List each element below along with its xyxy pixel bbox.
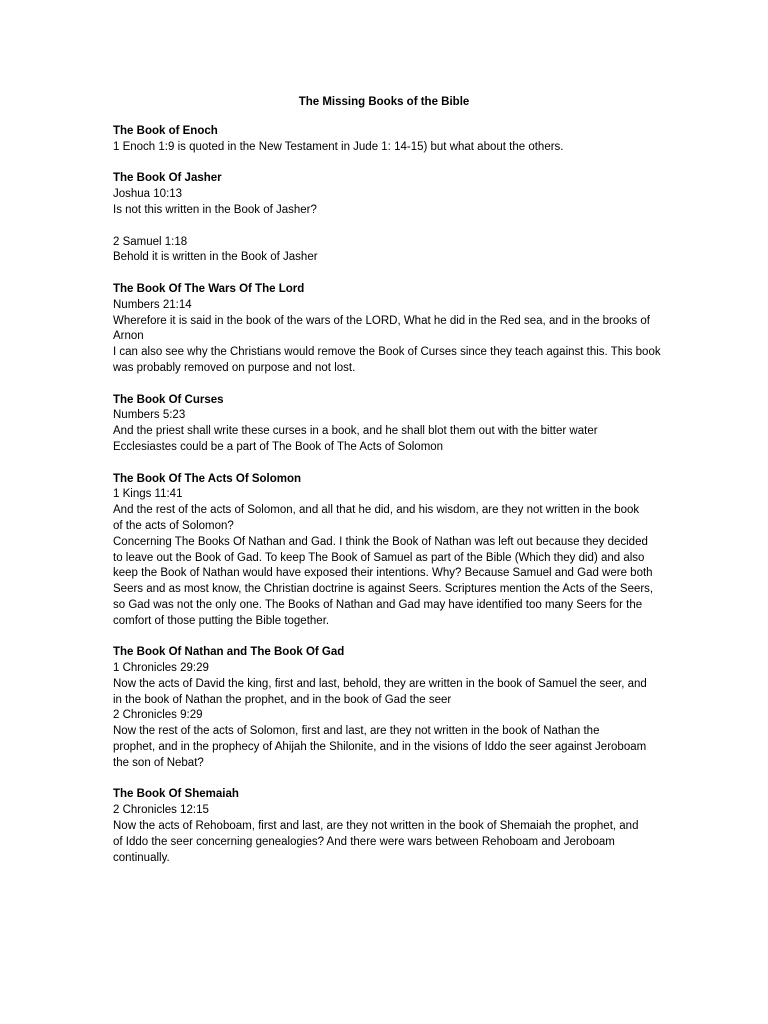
body-text-line: I can also see why the Christians would remove the Book of Curses since they teach against this. This book	[113, 346, 661, 359]
body-text-line: And the priest shall write these curses in a book, and he shall blot them out with the bitter water	[113, 425, 598, 438]
document-body	[113, 124, 661, 866]
section-heading: The Book of Enoch	[113, 125, 218, 137]
section-heading: The Book Of Shemaiah	[113, 788, 239, 801]
body-text-line: Wherefore it is said in the book of the wars of the LORD, What he did in the Red sea, and in the brooks of	[113, 314, 650, 327]
body-text-line: Concerning The Books Of Nathan and Gad. I think the Book of Nathan was left out because they decided	[113, 535, 648, 548]
body-text-line: Now the acts of David the king, first and last, behold, they are written in the book of Samuel the seer, and	[113, 677, 647, 690]
paragraph-spacer	[113, 772, 661, 788]
paragraph-spacer	[113, 377, 661, 393]
body-text-line: to leave out the Book of Gad. To keep The Book of Samuel as part of the Bible (Which they did) and also	[113, 551, 645, 564]
body-text-line: Is not this written in the Book of Jasher?	[113, 203, 317, 216]
body-text-line: 1 Kings 11:41	[113, 488, 183, 501]
section-heading: The Book Of The Wars Of The Lord	[113, 282, 305, 295]
body-text-line: prophet, and in the prophecy of Ahijah the Shilonite, and in the visions of Iddo the seer against Jeroboam	[113, 741, 647, 754]
body-text-line: continually.	[113, 851, 170, 864]
body-text-line: comfort of those putting the Bible together.	[113, 614, 330, 627]
section-heading: The Book Of Jasher	[113, 172, 222, 185]
body-text-line: Now the rest of the acts of Solomon, first and last, are they not written in the book of Nathan the	[113, 725, 600, 738]
body-text-line: 2 Chronicles 12:15	[113, 804, 209, 817]
body-text-line: Behold it is written in the Book of Jasher	[113, 251, 318, 264]
section-heading: The Book Of Curses	[113, 393, 224, 406]
body-text-line: of the acts of Solomon?	[113, 519, 234, 532]
body-text-line: 1 Enoch 1:9 is quoted in the New Testament in Jude 1: 14-15) but what about the others.	[113, 140, 564, 153]
body-text-line: 2 Samuel 1:18	[113, 235, 188, 248]
paragraph-spacer	[113, 630, 661, 646]
body-text-line: so Gad was not the only one. The Books of Nathan and Gad may have identified too many Seers for the	[113, 598, 643, 611]
body-text-line: And the rest of the acts of Solomon, and all that he did, and his wisdom, are they not written in the book	[113, 504, 640, 517]
paragraph-spacer	[113, 456, 661, 472]
body-text-line: Seers and as most know, the Christian doctrine is against Seers. Scriptures mention the Acts of the Seers,	[113, 583, 654, 596]
body-text-line: Numbers 21:14	[113, 298, 192, 311]
document-title: The Missing Books of the Bible	[298, 96, 470, 108]
body-text-line: 1 Chronicles 29:29	[113, 662, 209, 675]
body-text-line: in the book of Nathan the prophet, and in the book of Gad the seer	[113, 693, 452, 706]
paragraph-spacer	[113, 219, 661, 235]
body-text-line: was probably removed on purpose and not lost.	[113, 361, 356, 374]
body-text-line: Arnon	[113, 330, 144, 343]
paragraph-spacer	[113, 266, 661, 282]
body-text-line: 2 Chronicles 9:29	[113, 709, 203, 722]
section-heading: The Book Of Nathan and The Book Of Gad	[113, 646, 345, 659]
body-text-line: the son of Nebat?	[113, 756, 204, 769]
body-text-line: Ecclesiastes could be a part of The Book of The Acts of Solomon	[113, 440, 444, 453]
body-text-line: of Iddo the seer concerning genealogies? And there were wars between Rehoboam and Jeroboam	[113, 835, 615, 848]
body-text-line: keep the Book of Nathan would have exposed their intentions. Why? Because Samuel and Gad were both	[113, 567, 653, 580]
body-text-line: Joshua 10:13	[113, 188, 183, 201]
body-text-line: Now the acts of Rehoboam, first and last, are they not written in the book of Shemaiah the prophet, and	[113, 820, 639, 833]
section-heading: The Book Of The Acts Of Solomon	[113, 472, 302, 485]
body-text-line: Numbers 5:23	[113, 409, 186, 422]
paragraph-spacer	[113, 156, 661, 172]
